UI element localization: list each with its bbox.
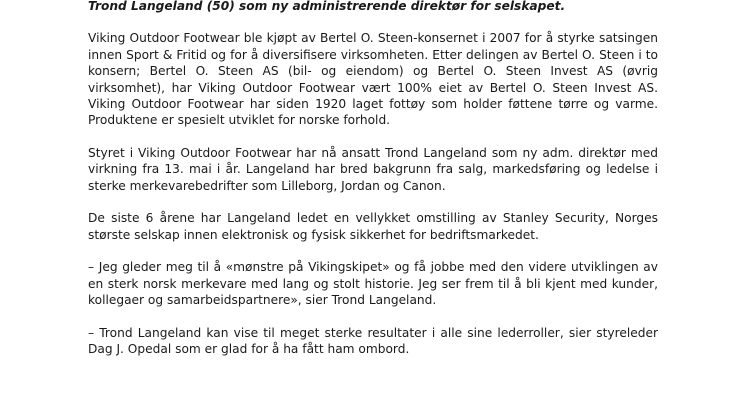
- paragraph-background: Viking Outdoor Footwear ble kjøpt av Bertel O. Steen-konsernet i 2007 for å styrke satsingen innen Sport & Fritid og for å diversifisere virksomheten. Etter delingen av Bertel O. Steen i to konsern; Bertel O. Steen AS (bil- og eiendom) og Bertel O. Steen Invest AS (øvrig virksomhet), har Viking Outdoor Footwear vært 100% eiet av Bertel O. Steen Invest AS. Viking Outdoor Footwear har siden 1920 laget fottøy som holder føttene tørre og varme. Produktene er spesielt utviklet for norske forhold.: [88, 31, 658, 128]
- paragraph-quote-langeland: – Jeg gleder meg til å «mønstre på Vikingskipet» og få jobbe med den videre utviklingen av en sterk norsk merkevare med lang og stolt historie. Jeg ser frem til å bli kjent med kunder, kollegaer og samarbeidspartnere», sier Trond Langeland.: [88, 260, 658, 308]
- paragraph-stanley: De siste 6 årene har Langeland ledet en vellykket omstilling av Stanley Security, Norges største selskap innen elektronisk og fysisk sikkerhet for bedriftsmarkedet.: [88, 211, 658, 242]
- document-page: [88, 0, 658, 374]
- document-title: Trond Langeland (50) som ny administrerende direktør for selskapet.: [88, 0, 566, 13]
- paragraph-appointment: Styret i Viking Outdoor Footwear har nå ansatt Trond Langeland som ny adm. direktør med virkning fra 13. mai i år. Langeland har bred bakgrunn fra salg, markedsføring og ledelse i sterke merkevarebedrifter som Lilleborg, Jordan og Canon.: [88, 146, 658, 193]
- paragraph-quote-chairman: – Trond Langeland kan vise til meget sterke resultater i alle sine lederroller, sier styreleder Dag J. Opedal som er glad for å ha fått ham ombord.: [88, 325, 658, 357]
